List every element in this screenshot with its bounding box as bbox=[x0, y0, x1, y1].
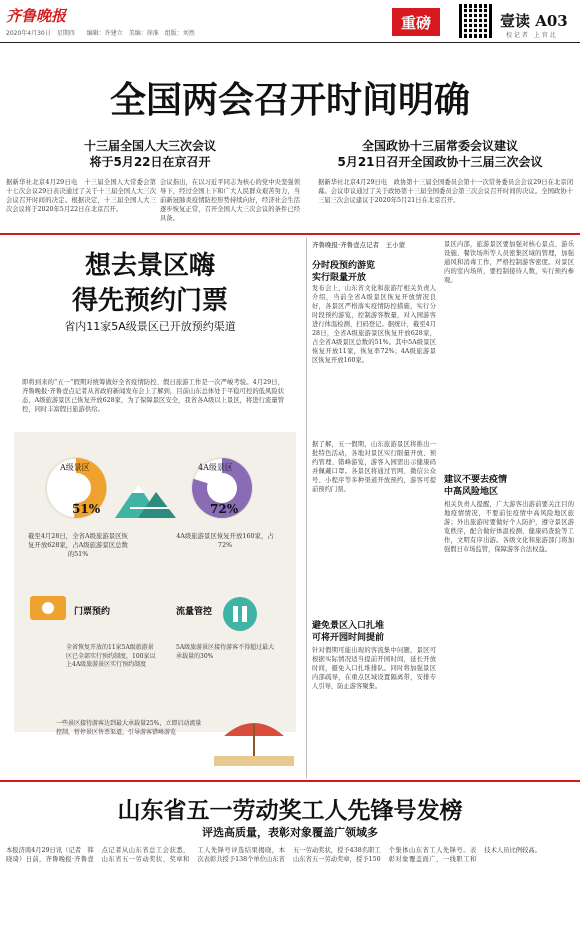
bottom-subhead: 评选高质量，表彰对象覆盖广领域多 bbox=[202, 826, 378, 839]
right-col-body1: 景区内部，旅游景区要加强对核心景点、游乐设施、餐饮场所等人员密集区域的管理，加强通风和消毒工作，严格控制游客密度。对景区内的室内场所，要控制接待人数，实行预约参观。 bbox=[444, 241, 574, 284]
lead-left-sub2: 将于5月22日在京召开 bbox=[89, 155, 211, 169]
stat-4a-level: 4A级旅游景区恢复开放160家，占72% bbox=[176, 532, 274, 549]
feature-byline: 齐鲁晚报·齐鲁壹点记者 王小蒙 bbox=[312, 241, 406, 249]
feature-intro: 即将到来的“五一”假期对统筹做好全省疫情防控、假日旅游工作是一次严峻考验。4月29日，齐鲁晚报·齐鲁壹点记者从省政府新闻发布会上了解到，目前山东总体处于平稳可控的低风险状态，A级旅游景区已恢复开放628家，为了保障景区安全，我省各A级以上景区，将进行流量管控，同时丰富假日旅游供给。 bbox=[22, 379, 284, 413]
donut-4a-label: 4A级景区 bbox=[198, 463, 233, 472]
stat-a-level: 截至4月28日，全省A级旅游景区恢复开放628家，占A级旅游景区总数的51% bbox=[28, 532, 128, 558]
column-divider bbox=[306, 238, 307, 778]
lead-mid-body: 会议指出，在以习近平同志为核心的党中央坚强领导下，经过全国上下和广大人民群众艰苦努力，当前新冠肺炎疫情防控形势持续向好，经济社会生活逐步恢复正常，召开全国人大三次会议的条件已经具备。 bbox=[160, 179, 300, 222]
newspaper-logo: 齐鲁晚报 bbox=[6, 7, 67, 25]
feature-title-line2: 得先预约门票 bbox=[71, 286, 228, 316]
donut-4a-value: 72% bbox=[210, 502, 239, 516]
feature-subtitle: 省内11家5A级景区已开放预约渠道 bbox=[64, 320, 236, 333]
section3-heading: 建议不要去疫情 bbox=[444, 475, 508, 485]
bottom-headline: 山东省五一劳动奖工人先锋号发榜 bbox=[117, 798, 463, 824]
lead-right-sub1: 全国政协十三届常委会议建议 bbox=[361, 139, 518, 153]
bottom-body: 本报济南4月29日讯（记者 韩晓琦）日前，齐鲁晚报·齐鲁壹点记者从山东省总工会获悉，山东省五一劳动奖状、奖章和工人先锋号评选结果揭晓，本次表彰共授予138个单位山东省五一劳动奖状，授予438名职工山东省五一劳动奖章，授予150个集体山东省工人先锋号。表彰对象覆盖面广，一线职工和技术人员比例较高。 bbox=[6, 847, 541, 863]
section2-heading: 避免景区入口扎堆 bbox=[312, 621, 385, 631]
donut-a-label: A级景区 bbox=[60, 463, 90, 472]
right-col-body2: 相关负责人提醒，广大游客出游前要关注目的地疫情情况，不要前往疫情中高风险地区旅游；外出旅游时要做好个人防护，遵守景区游览秩序，配合做好体温检测、健康码查验等工作，文明有序出游。各级文化和旅游部门将加强假日市场监管，保障游客合法权益。 bbox=[444, 501, 574, 553]
section3-heading2: 中高风险地区 bbox=[444, 487, 499, 497]
beach-umbrella-icon bbox=[214, 710, 294, 766]
issue-meta: 2020年4月30日 星期四 编辑：许建立 美编：徐准 组版：刘然 bbox=[6, 30, 195, 37]
mountain-icon bbox=[110, 478, 180, 522]
section-tag: 重磅 bbox=[392, 8, 440, 36]
feature-title-line1: 想去景区嗨 bbox=[84, 251, 215, 281]
infographic-footnote: 一些景区接待游客达到最大承载量25%，立即启动流量控制，暂停景区售票渠道，引导游客错峰游览 bbox=[56, 720, 202, 736]
lead-right-body: 据新华社北京4月29日电 政协第十三届全国委员会第十一次常务委员会会议29日在北京闭幕。会议审议通过了关于政协第十三届全国委员会第三次会议召开时间的决议。全国政协十三届三次会议建议于2020年5月21日在北京召开。 bbox=[318, 179, 573, 204]
lead-left-body: 据新华社北京4月29日电 十三届全国人大常委会第十七次会议29日表决通过了关于十三届全国人大三次会议召开时间的决定。根据决定，十三届全国人大三次会议将于2020年5月22日在北京召开。 bbox=[6, 179, 156, 213]
section1-heading2: 实行限量开放 bbox=[312, 273, 367, 283]
icon2-title: 流量管控 bbox=[176, 607, 213, 617]
section1-heading: 分时段预约游览 bbox=[312, 261, 376, 271]
page-number: 壹读 A03 bbox=[500, 12, 568, 30]
section1-body2: 据了解，五一假期，山东旅游景区将推出一批特色活动，各地对景区实行限量开放、预约管理、错峰游览，游客入园需出示健康码并佩戴口罩。各景区将通过官网、微信公众号、小程序等多种渠道开放预约，游客可提前预约门票。 bbox=[312, 441, 436, 493]
qr-code-icon bbox=[459, 4, 493, 38]
lead-right-sub2: 5月21日召开全国政协十三届三次会议 bbox=[337, 155, 543, 169]
section2-body: 针对假期可能出现的客流集中问题，景区可根据实际情况适当提前开园时间，延长开放时间，避免入口扎堆排队。同时将加强景区内部疏导，在重点区域设置隔离带，安排专人引导，防止游客聚集。 bbox=[312, 647, 436, 690]
lead-divider bbox=[0, 233, 580, 235]
ticket-icon bbox=[28, 590, 68, 626]
lead-headline: 全国两会召开时间明确 bbox=[109, 80, 470, 121]
pause-icon bbox=[222, 596, 258, 632]
icon2-text: 5A级旅游景区接待游客不得超过最大承载量的30% bbox=[176, 644, 275, 660]
section1-body: 发布会上，山东省文化和旅游厅相关负责人介绍，当前全省A级景区恢复开放情况良好，各景区严格落实疫情防控措施，实行分时段预约游览，控制游客数量，对入园游客进行体温检测、扫码登记。据统计，截至4月28日，全省A级旅游景区恢复开放628家，占全省A级景区总数的51%。其中5A级景区恢复开放11家，恢复率72%；4A级旅游景区恢复开放160家。 bbox=[312, 285, 436, 364]
donut-a-value: 51% bbox=[72, 502, 101, 516]
bottom-divider bbox=[0, 780, 580, 782]
icon1-title: 门票预约 bbox=[74, 607, 111, 617]
masthead-rule bbox=[0, 42, 580, 43]
page-editor: 校 记 者 上 官 北 bbox=[506, 32, 556, 39]
lead-left-sub1: 十三届全国人大三次会议 bbox=[83, 139, 216, 153]
icon1-text: 全省恢复开放的11家5A级旅游景区已全部实行预约制度，100家以上4A级旅游景区实行预约制度 bbox=[66, 644, 156, 668]
section2-heading2: 可将开园时间提前 bbox=[312, 633, 385, 643]
